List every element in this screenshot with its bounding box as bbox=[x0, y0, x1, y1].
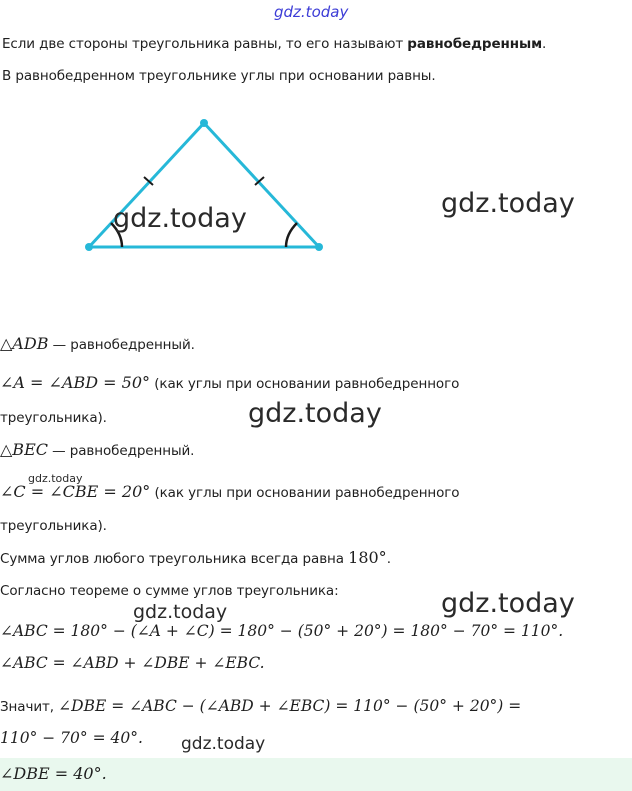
angle-arc-right bbox=[286, 223, 297, 247]
sum-math: 180° bbox=[348, 548, 387, 567]
isosceles-triangle-figure bbox=[0, 110, 360, 260]
angle-a-statement bbox=[0, 373, 459, 392]
vertex-left bbox=[85, 243, 93, 251]
adb-text: — равнобедренный. bbox=[48, 337, 195, 353]
equation-dbe-label: Значит, bbox=[0, 699, 59, 715]
equation-abc: ∠ABC = 180° − (∠A + ∠C) = 180° − (50° + 20°) = 180° − 70° = 110°. bbox=[0, 622, 564, 640]
sum-end: . bbox=[386, 551, 391, 567]
intro-definition-text: Если две стороны треугольника равны, то его называют bbox=[2, 36, 408, 52]
intro-property: В равнобедренном треугольнике углы при основании равны. bbox=[2, 68, 436, 84]
vertex-top bbox=[200, 119, 208, 127]
answer-text: ∠DBE = 40°. bbox=[0, 764, 107, 783]
intro-definition bbox=[2, 36, 546, 52]
watermark-bottom: gdz.today bbox=[181, 734, 266, 754]
bec-statement bbox=[0, 440, 194, 459]
equation-abc-parts: ∠ABC = ∠ABD + ∠DBE + ∠EBC. bbox=[0, 654, 265, 672]
equation-dbe-math: ∠DBE = ∠ABC − (∠ABD + ∠EBC) = 110° − (50° + 20°) = bbox=[58, 697, 522, 715]
theorem-statement: Согласно теореме о сумме углов треугольника: bbox=[0, 583, 339, 599]
angle-a-math: ∠A = ∠ABD = 50° bbox=[0, 373, 151, 392]
adb-math: △ADB bbox=[0, 334, 49, 353]
equation-dbe bbox=[0, 696, 521, 715]
intro-definition-term: равнобедренным bbox=[407, 36, 543, 52]
watermark-right-figure: gdz.today bbox=[441, 188, 575, 219]
angle-c-continuation: треугольника). bbox=[0, 518, 107, 534]
angle-a-continuation: треугольника). bbox=[0, 410, 107, 426]
equation-dbe-result: 110° − 70° = 40°. bbox=[0, 729, 143, 747]
angle-c-statement bbox=[0, 482, 459, 501]
angle-c-text: (как углы при основании равнобедренного bbox=[150, 485, 460, 501]
angle-a-text: (как углы при основании равнобедренного bbox=[150, 376, 460, 392]
vertex-right bbox=[315, 243, 323, 251]
watermark-calc-right: gdz.today bbox=[441, 588, 575, 619]
bec-math: △BEC bbox=[0, 440, 48, 459]
watermark-mid: gdz.today bbox=[248, 398, 382, 429]
watermark-figure: gdz.today bbox=[113, 203, 247, 234]
watermark-top: gdz.today bbox=[274, 3, 349, 21]
watermark-calc-left: gdz.today bbox=[133, 601, 228, 623]
angle-c-math: ∠C = ∠CBE = 20° bbox=[0, 482, 151, 501]
intro-definition-end: . bbox=[542, 36, 547, 52]
adb-statement bbox=[0, 334, 195, 353]
bec-text: — равнобедренный. bbox=[47, 443, 195, 459]
watermark-small: gdz.today bbox=[28, 472, 83, 485]
sum-statement bbox=[0, 548, 391, 567]
sum-text: Сумма углов любого треугольника всегда равна bbox=[0, 551, 349, 567]
